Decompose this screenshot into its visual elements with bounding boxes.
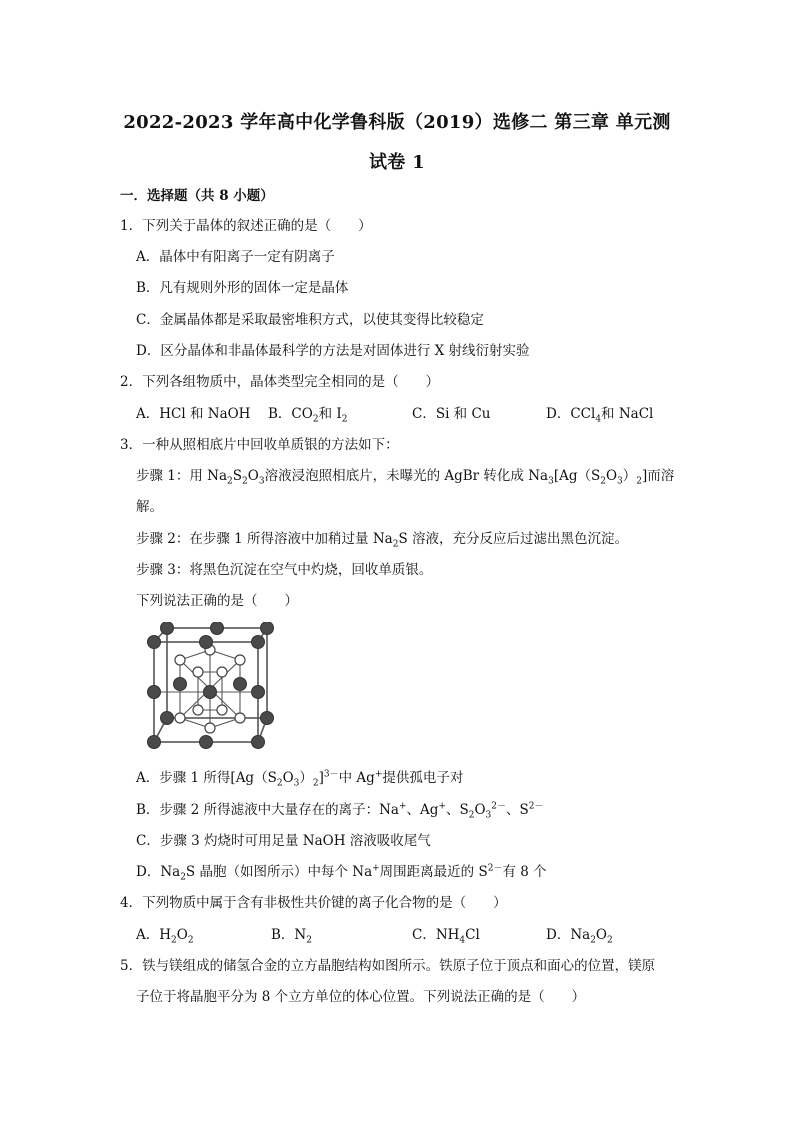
section-heading: 一．选择题（共 8 小题） [120, 188, 274, 204]
q1-option-d: D．区分晶体和非晶体最科学的方法是对固体进行 X 射线衍射实验 [136, 343, 530, 359]
q2-option-c: C．Si 和 Cu [412, 406, 491, 422]
q2-option-a: A．HCl 和 NaOH [136, 406, 251, 422]
q3-option-a: A．步骤 1 所得$[Ag(S_2O_3)_2]^{3-}$中 Ag+提供孤电子对 [136, 769, 464, 789]
q3-ask: 下列说法正确的是（ ） [136, 593, 298, 609]
q3-option-b: B．步骤 2 所得滤液中大量存在的离子：Na+、Ag+、$S_2O_3^{2-}$、$S^{2-}$ [136, 801, 544, 821]
q2-option-b: B．$CO_2$和 $I_2$ [268, 406, 348, 425]
q1-option-a: A．晶体中有阳离子一定有阴离子 [136, 249, 335, 265]
q1-option-b: B．凡有规则外形的固体一定是晶体 [136, 280, 349, 296]
q3-option-c: C．步骤 3 灼烧时可用足量 NaOH 溶液吸收尾气 [136, 833, 431, 849]
q5-stem-line1: 5．铁与镁组成的储氢合金的立方晶胞结构如图所示。铁原子位于顶点和面心的位置，镁原 [120, 958, 656, 974]
q3-stem: 3．一种从照相底片中回收单质银的方法如下： [120, 437, 399, 453]
document-title-line2: 试卷 1 [369, 152, 425, 173]
q5-stem-line2: 子位于将晶胞平分为 8 个立方单位的体心位置。下列说法正确的是（ ） [136, 989, 586, 1005]
q4-stem: 4．下列物质中属于含有非极性共价键的离子化合物的是（ ） [120, 895, 507, 911]
q4-option-d: D．$Na_2O_2$ [546, 927, 613, 946]
q3-step2: 步骤 2：在步骤 1 所得溶液中加稍过量 $Na_2S$ 溶液，充分反应后过滤出黑色沉淀。 [136, 531, 628, 550]
na2s-unit-cell-figure [140, 622, 282, 750]
q4-option-a: A．$H_2O_2$ [136, 927, 194, 946]
document-title-line1: 2022-2023 学年高中化学鲁科版（2019）选修二 第三章 单元测 [123, 112, 671, 133]
q3-option-d: D．$Na_2S$ 晶胞（如图所示）中每个 Na+周围距离最近的 $S^{2-}$有 8 个 [136, 863, 547, 883]
q1-stem: 1．下列关于晶体的叙述正确的是（ ） [120, 218, 372, 234]
q1-option-c: C．金属晶体都是采取最密堆积方式，以使其变得比较稳定 [136, 312, 484, 328]
q3-step3: 步骤 3：将黑色沉淀在空气中灼烧，回收单质银。 [136, 562, 433, 578]
q4-option-b: B．$N_2$ [271, 927, 312, 946]
q3-step1-continued: 解。 [136, 499, 163, 515]
q2-stem: 2．下列各组物质中，晶体类型完全相同的是（ ） [120, 374, 440, 390]
q4-option-c: C．$NH_4Cl$ [412, 927, 480, 946]
q2-option-d: D．CCl$_4$和 NaCl [546, 406, 654, 425]
q3-step1: 步骤 1：用 $Na_2S_2O_3$溶液浸泡照相底片，未曝光的 AgBr 转化成 $Na_3[Ag(S_2O_3)_2]$而溶 [136, 468, 675, 487]
